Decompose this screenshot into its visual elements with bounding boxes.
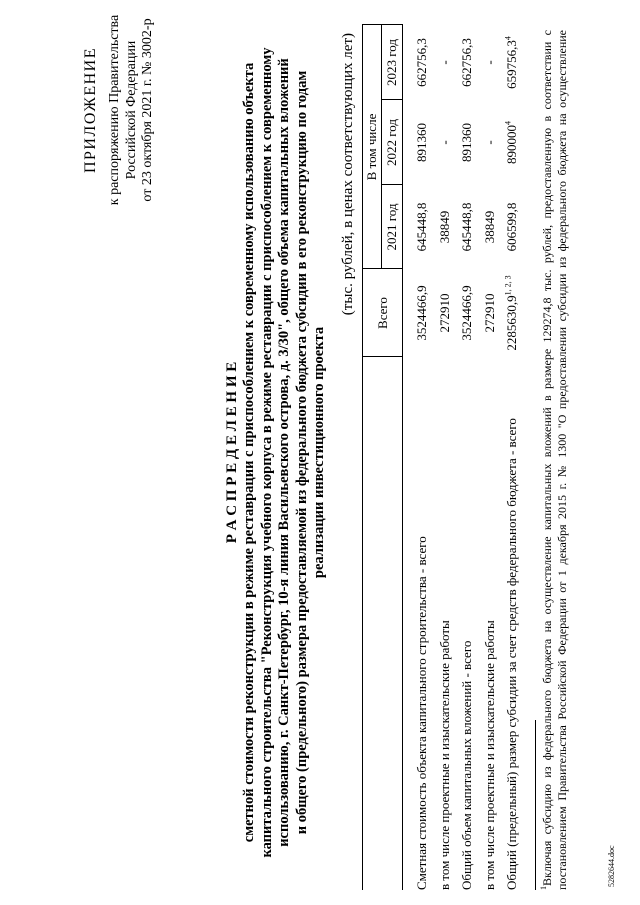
row-2023: - <box>436 60 452 65</box>
appendix-title: ПРИЛОЖЕНИЕ <box>82 47 99 174</box>
footnote-reference: 1, 2, 3 <box>503 275 513 296</box>
footnote-reference: 4 <box>503 36 513 41</box>
row-label: Общий объем капитальных вложений - всего <box>459 640 474 890</box>
row-2022: - <box>481 140 497 145</box>
footnote-reference: 4 <box>503 121 513 125</box>
header-including: В том числе <box>363 25 382 269</box>
row-total: 3524466,9 <box>414 285 429 341</box>
row-total: 3524466,9 <box>459 285 474 341</box>
header-year-2023: 2023 год <box>382 25 403 100</box>
row-2022-value: 890000 <box>504 125 519 164</box>
footnote-text: Включая субсидию из федерального бюджета на осуществление капитальных вложений в размере 129274,8 тыс. рублей, предоставленную в соответствии с <box>540 30 554 886</box>
row-2021: 606599,8 <box>504 202 519 252</box>
row-2022: 891360 <box>414 123 429 162</box>
table-row <box>403 25 434 890</box>
appendix-line-date-number: от 23 октября 2021 г. № 3002-р <box>140 18 155 202</box>
appendix-line-federation: Российской Федерации <box>123 40 139 180</box>
row-2023: - <box>481 60 497 65</box>
row-2022 <box>501 100 524 185</box>
footnote-marker: 1 <box>539 886 548 890</box>
appendix-block <box>82 10 157 210</box>
row-label: Общий (предельный) размер субсидии за счет средств федерального бюджета - всего <box>504 418 519 890</box>
header-year-2021: 2021 год <box>382 185 403 269</box>
row-2023: 662756,3 <box>459 38 474 87</box>
header-label-cell <box>363 357 403 890</box>
table-row <box>501 25 524 890</box>
row-label: в том числе проектные и изыскательские работы <box>481 620 497 890</box>
row-total: 272910 <box>481 293 497 333</box>
row-2022: - <box>436 140 452 145</box>
heading-line: реализации инвестиционного проекта <box>311 326 327 579</box>
units-note: (тыс. рублей, в ценах соответствующих лет) <box>340 33 356 316</box>
appendix-line-order: к распоряжению Правительства <box>107 14 122 206</box>
table-header-row <box>363 25 382 890</box>
table-row <box>479 25 502 890</box>
row-label: в том числе проектные и изыскательские работы <box>436 620 452 890</box>
distribution-table <box>362 25 524 891</box>
row-label: Сметная стоимость объекта капитального строительства - всего <box>414 536 429 890</box>
row-2021: 38849 <box>436 210 452 244</box>
heading-line: и общего (предельного) размера предоставляемой из федерального бюджета субсидии в его реконструкцию по годам <box>293 70 310 835</box>
heading-title: Р А С П Р Е Д Е Л Е Н И Е <box>224 361 240 544</box>
row-2021: 645448,8 <box>459 202 474 252</box>
document-file-id: 5282644.doc <box>607 845 616 887</box>
row-total-value: 2285630,9 <box>504 295 519 351</box>
heading-line: сметной стоимости реконструкции в режиме реставрации с приспособлением к современному использованию объекта <box>241 62 257 843</box>
row-2023: 662756,3 <box>414 38 429 87</box>
row-2021: 38849 <box>481 210 497 244</box>
header-year-2022: 2022 год <box>382 100 403 185</box>
heading-line: использованию, г. Санкт-Петербург, 10-я линия Васильевского острова, д. 3/30", общего объема капитальных вложений <box>276 58 292 847</box>
footnote-line <box>540 30 555 890</box>
row-total <box>501 269 524 357</box>
heading-line: капитального строительства "Реконструкция учебного корпуса в режиме реставрации с приспособлением к современному <box>258 47 275 858</box>
table-row <box>434 25 457 890</box>
footnotes <box>540 30 570 890</box>
row-2021: 645448,8 <box>414 202 429 252</box>
footnote-separator <box>535 720 536 890</box>
document-heading <box>223 10 329 895</box>
row-total: 272910 <box>436 293 452 333</box>
footnote-line <box>555 30 570 890</box>
table-row <box>456 25 479 890</box>
footnote-text: постановлением Правительства Российской Федерации от 1 декабря 2015 г. № 1300 "О предоставлении субсидии из федерального бюджета на осуществление <box>555 30 569 890</box>
row-2023 <box>501 25 524 100</box>
header-total: Всего <box>363 269 403 357</box>
row-2022: 891360 <box>459 123 474 162</box>
row-2023-value: 659756,3 <box>504 40 519 89</box>
